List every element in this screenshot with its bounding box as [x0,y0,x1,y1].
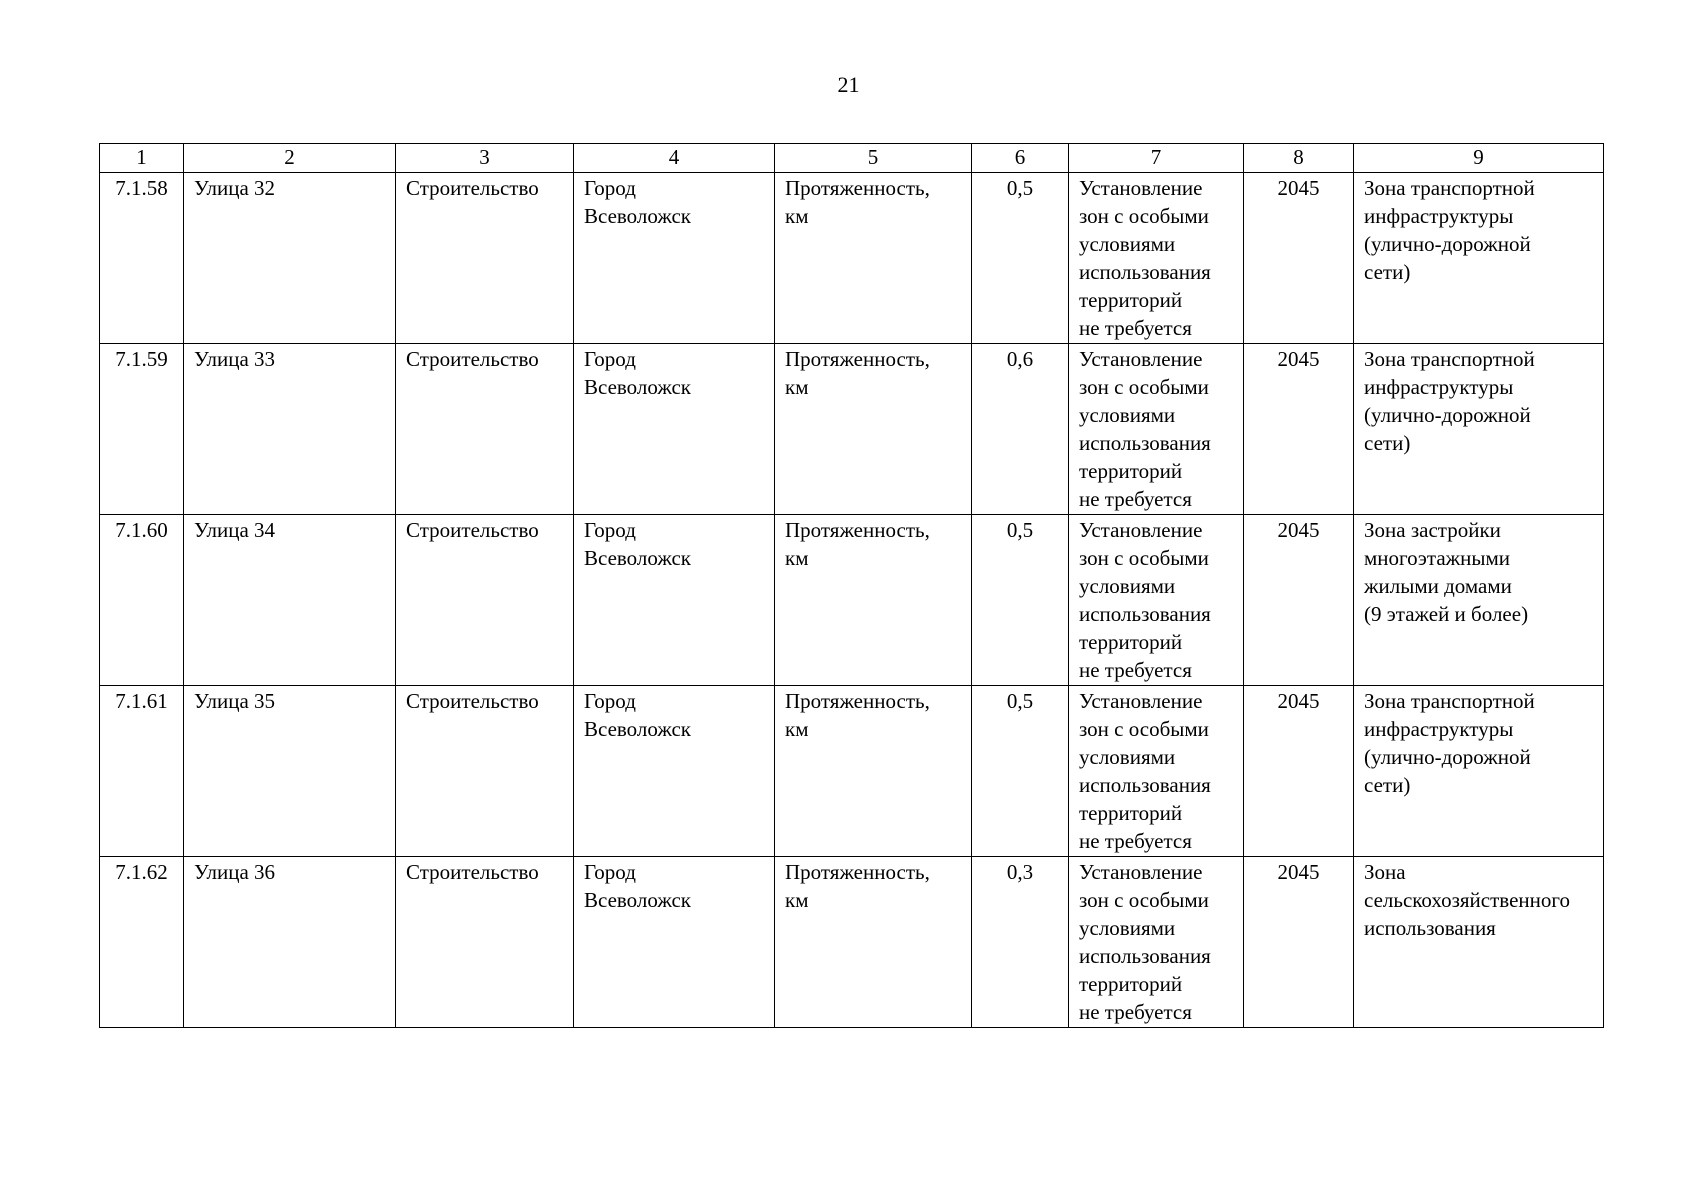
column-number: 2 [184,144,396,173]
page-number: 21 [837,72,860,97]
work-type: Строительство [396,515,574,686]
row-code: 7.1.61 [100,686,184,857]
zones-note: Установление зон с особыми условиями использования территорий не требуется [1069,173,1244,344]
work-type: Строительство [396,173,574,344]
year: 2045 [1244,344,1354,515]
column-number: 5 [775,144,972,173]
parameter-value: 0,6 [972,344,1069,515]
parameter: Протяженность, км [775,686,972,857]
zone-name: Зона транспортной инфраструктуры (улично-дорожной сети) [1354,344,1604,515]
work-type: Строительство [396,857,574,1028]
location: Город Всеволожск [574,857,775,1028]
year: 2045 [1244,857,1354,1028]
column-number: 8 [1244,144,1354,173]
object-name: Улица 34 [184,515,396,686]
parameter-value: 0,3 [972,857,1069,1028]
location: Город Всеволожск [574,686,775,857]
row-code: 7.1.60 [100,515,184,686]
zones-note: Установление зон с особыми условиями использования территорий не требуется [1069,686,1244,857]
column-number: 9 [1354,144,1604,173]
work-type: Строительство [396,344,574,515]
parameter: Протяженность, км [775,515,972,686]
column-number: 7 [1069,144,1244,173]
row-code: 7.1.58 [100,173,184,344]
zones-note: Установление зон с особыми условиями использования территорий не требуется [1069,344,1244,515]
column-number: 1 [100,144,184,173]
location: Город Всеволожск [574,515,775,686]
object-name: Улица 35 [184,686,396,857]
zones-note: Установление зон с особыми условиями использования территорий не требуется [1069,857,1244,1028]
location: Город Всеволожск [574,344,775,515]
parameter-value: 0,5 [972,515,1069,686]
zone-name: Зона сельскохозяйственного использования [1354,857,1604,1028]
table-row [100,857,1604,1028]
parameter: Протяженность, км [775,173,972,344]
zone-name: Зона транспортной инфраструктуры (улично-дорожной сети) [1354,173,1604,344]
year: 2045 [1244,686,1354,857]
zones-note: Установление зон с особыми условиями использования территорий не требуется [1069,515,1244,686]
column-number: 4 [574,144,775,173]
year: 2045 [1244,173,1354,344]
object-name: Улица 36 [184,857,396,1028]
zone-name: Зона застройки многоэтажными жилыми домами (9 этажей и более) [1354,515,1604,686]
zone-name: Зона транспортной инфраструктуры (улично-дорожной сети) [1354,686,1604,857]
object-name: Улица 33 [184,344,396,515]
work-type: Строительство [396,686,574,857]
table-header-row [100,144,1604,173]
table-row [100,515,1604,686]
table-row [100,686,1604,857]
table-row [100,173,1604,344]
parameter: Протяженность, км [775,857,972,1028]
column-number: 6 [972,144,1069,173]
year: 2045 [1244,515,1354,686]
parameter-value: 0,5 [972,686,1069,857]
column-number: 3 [396,144,574,173]
location: Город Всеволожск [574,173,775,344]
parameter: Протяженность, км [775,344,972,515]
table-row [100,344,1604,515]
row-code: 7.1.59 [100,344,184,515]
data-table [99,143,1604,1028]
object-name: Улица 32 [184,173,396,344]
row-code: 7.1.62 [100,857,184,1028]
parameter-value: 0,5 [972,173,1069,344]
